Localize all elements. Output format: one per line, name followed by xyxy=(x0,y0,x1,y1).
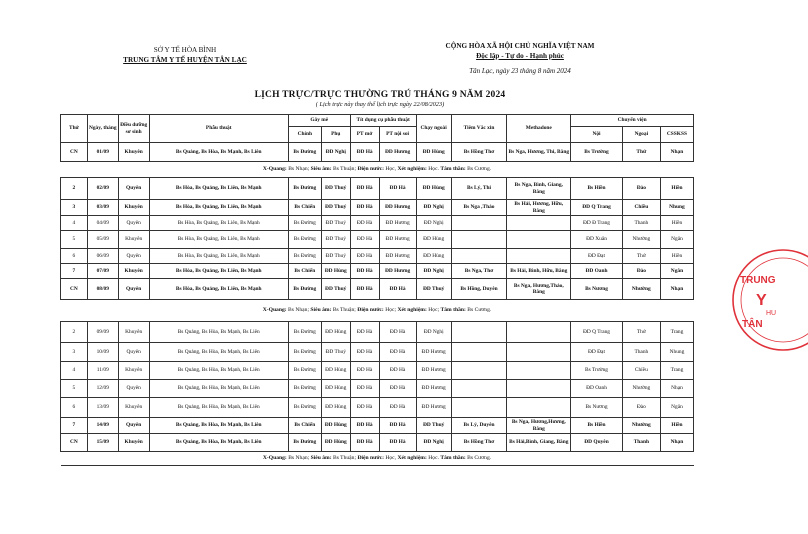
col-header-chay-ngoai: Chạy ngoài xyxy=(416,115,451,143)
cell-dieu-duong: Quyên xyxy=(118,343,149,362)
cell-thu: 6 xyxy=(61,249,88,264)
cell-tiem-vac-xin: Bs Hồng Thơ xyxy=(451,143,507,162)
cell-pt-noi-soi: ĐD Hương xyxy=(379,264,416,279)
cell-dieu-duong: Khuyên xyxy=(118,322,149,343)
note-label: Xét nghiệm: xyxy=(397,307,427,314)
table-row xyxy=(61,216,694,231)
cell-csskss: Nhung xyxy=(660,200,693,216)
stamp-outer-ring xyxy=(733,250,808,350)
cell-pt-mo: ĐD Hà xyxy=(350,200,379,216)
cell-chay-ngoai: ĐD Hùng xyxy=(416,249,451,264)
cell-chuyen-vien-ngoai: Thanh xyxy=(622,343,660,362)
table-row xyxy=(61,434,694,452)
cell-csskss: Trang xyxy=(660,322,693,343)
cell-tiem-vac-xin xyxy=(451,216,507,231)
org-line-2: TRUNG TÂM Y TẾ HUYỆN TÂN LẠC xyxy=(123,56,247,64)
nation-name: CỘNG HÒA XÃ HỘI CHỦ NGHĨA VIỆT NAM xyxy=(445,42,595,50)
note-label: Điện nước: xyxy=(357,307,384,314)
stamp-text-4: TÂN xyxy=(742,319,763,330)
cell-pt-noi-soi: ĐD Hà xyxy=(379,362,416,380)
cell-pt-mo: ĐD Hà xyxy=(350,279,379,300)
cell-gay-me-chinh: Bs Đường xyxy=(288,380,321,398)
cell-gay-me-phu: ĐD Hùng xyxy=(321,398,350,418)
cell-gay-me-chinh: Bs Đường xyxy=(288,434,321,452)
note-value: Bs Thuận; xyxy=(332,166,357,173)
cell-dieu-duong: Khuyên xyxy=(118,200,149,216)
cell-dieu-duong: Khuyên xyxy=(118,264,149,279)
cell-chay-ngoai: ĐD Thuý xyxy=(416,418,451,434)
cell-csskss: Hiền xyxy=(660,216,693,231)
cell-thu: 2 xyxy=(61,322,88,343)
col-header-ngoai: Ngoại xyxy=(622,127,660,143)
cell-chuyen-vien-ngoai: Thanh xyxy=(622,216,660,231)
cell-gay-me-phu: ĐD Hùng xyxy=(321,362,350,380)
cell-methadone xyxy=(507,249,571,264)
cell-pt-noi-soi: ĐD Hương xyxy=(379,200,416,216)
cell-ngay: 01/09 xyxy=(87,143,118,162)
cell-tiem-vac-xin: Bs Nga, Thơ xyxy=(451,264,507,279)
cell-chuyen-vien-noi: Bs Trường xyxy=(571,143,623,162)
cell-csskss: Hiền xyxy=(660,418,693,434)
table-row xyxy=(61,264,694,279)
cell-chuyen-vien-noi: ĐD Quyên xyxy=(571,434,623,452)
table-row xyxy=(61,279,694,300)
table-row xyxy=(61,362,694,380)
cell-dieu-duong: Khuyên xyxy=(118,362,149,380)
cell-pt-noi-soi: ĐD Hương xyxy=(379,249,416,264)
cell-methadone xyxy=(507,380,571,398)
cell-gay-me-chinh: Bs Chiến xyxy=(288,264,321,279)
cell-thu: 3 xyxy=(61,200,88,216)
cell-gay-me-phu: ĐD Hùng xyxy=(321,434,350,452)
cell-thu: 7 xyxy=(61,418,88,434)
cell-dieu-duong: Quyên xyxy=(118,380,149,398)
cell-pt-mo: ĐD Hà xyxy=(350,143,379,162)
motto: Độc lập - Tự do - Hạnh phúc xyxy=(476,52,564,60)
cell-phau-thuat: Bs Hòa, Bs Quảng, Bs Liên, Bs Mạnh xyxy=(149,216,288,231)
table-row xyxy=(61,231,694,249)
duty-notes xyxy=(61,300,694,322)
note-label: Xét nghiệm: xyxy=(397,166,427,173)
note-value: Bs Thuận; xyxy=(332,455,357,462)
cell-chuyen-vien-ngoai: Thứ xyxy=(622,143,660,162)
cell-gay-me-phu: ĐD Hùng xyxy=(321,380,350,398)
cell-dieu-duong: Khuyên xyxy=(118,434,149,452)
cell-gay-me-chinh: Bs Chiến xyxy=(288,200,321,216)
cell-phau-thuat: Bs Quảng, Bs Hòa, Bs Mạnh, Bs Liên xyxy=(149,380,288,398)
note-label: Điện nước: xyxy=(357,166,384,173)
page-subtitle: ( Lịch trực này thay thế lịch trực ngày 22/08/2023) xyxy=(315,101,445,108)
table-row xyxy=(61,343,694,362)
cell-gay-me-chinh: Bs Đường xyxy=(288,362,321,380)
table-row xyxy=(61,322,694,343)
cell-pt-noi-soi: ĐD Hà xyxy=(379,178,416,200)
cell-methadone xyxy=(507,362,571,380)
col-header-tiet-an: Tít dụng cụ phẫu thuật xyxy=(350,115,416,127)
table-row xyxy=(61,178,694,200)
note-label: Tâm thần: xyxy=(440,166,466,173)
table-row xyxy=(61,143,694,162)
cell-pt-noi-soi: ĐD Hà xyxy=(379,322,416,343)
cell-ngay: 08/09 xyxy=(87,279,118,300)
cell-methadone: Bs Nga, Hương, Thi, Bằng xyxy=(507,143,571,162)
cell-ngay: 13/09 xyxy=(87,398,118,418)
issue-date: Tân Lạc, ngày 23 tháng 8 năm 2024 xyxy=(469,67,571,75)
col-header-phu: Phụ xyxy=(321,127,350,143)
note-value: Bs Nhạn; xyxy=(288,455,310,462)
note-value: Bs Cương. xyxy=(467,166,492,173)
cell-chuyen-vien-ngoai: Đào xyxy=(622,264,660,279)
table-row xyxy=(61,398,694,418)
cell-ngay: 04/09 xyxy=(87,216,118,231)
cell-phau-thuat: Bs Quảng, Bs Hòa, Bs Mạnh, Bs Liên xyxy=(149,322,288,343)
cell-ngay: 05/09 xyxy=(87,231,118,249)
page-title: LỊCH TRỰC/TRỰC THƯỜNG TRÚ THÁNG 9 NĂM 2024 xyxy=(254,90,506,100)
note-label: Siêu âm: xyxy=(310,455,332,462)
table-row xyxy=(61,249,694,264)
cell-chuyen-vien-noi: ĐD Xuân xyxy=(571,231,623,249)
cell-methadone: Bs Hải,Bình, Giang, Bằng xyxy=(507,434,571,452)
cell-pt-mo: ĐD Hà xyxy=(350,343,379,362)
cell-pt-mo: ĐD Hà xyxy=(350,322,379,343)
cell-ngay: 06/09 xyxy=(87,249,118,264)
cell-csskss: Ngân xyxy=(660,264,693,279)
cell-tiem-vac-xin xyxy=(451,343,507,362)
cell-csskss: Hiền xyxy=(660,249,693,264)
organization-header xyxy=(100,45,270,65)
cell-methadone xyxy=(507,216,571,231)
cell-gay-me-phu: ĐD Thuý xyxy=(321,178,350,200)
note-label: X-Quang: xyxy=(262,166,287,173)
stamp-text-2: Y xyxy=(756,292,767,309)
notes-row xyxy=(61,162,694,178)
note-label: Điện nước: xyxy=(357,455,384,462)
cell-pt-noi-soi: ĐD Hà xyxy=(379,434,416,452)
cell-phau-thuat: Bs Quảng, Bs Hòa, Bs Mạnh, Bs Liên xyxy=(149,434,288,452)
cell-methadone: Bs Nga, Hương,Thảo, Bằng xyxy=(507,279,571,300)
cell-thu: 5 xyxy=(61,231,88,249)
cell-chuyen-vien-ngoai: Thứ xyxy=(622,249,660,264)
cell-chuyen-vien-ngoai: Chiều xyxy=(622,200,660,216)
cell-pt-mo: ĐD Hà xyxy=(350,264,379,279)
cell-gay-me-phu: ĐD Thuý xyxy=(321,279,350,300)
cell-csskss: Nhạn xyxy=(660,434,693,452)
duty-notes xyxy=(61,452,694,466)
cell-tiem-vac-xin xyxy=(451,398,507,418)
cell-pt-mo: ĐD Hà xyxy=(350,398,379,418)
cell-chay-ngoai: ĐD Nghị xyxy=(416,264,451,279)
note-value: Bs Thuận; xyxy=(332,307,356,314)
cell-chay-ngoai: ĐD Nghị xyxy=(416,434,451,452)
cell-ngay: 09/09 xyxy=(87,322,118,343)
cell-chuyen-vien-noi: ĐD Đ Trang xyxy=(571,216,623,231)
cell-gay-me-chinh: Bs Đường xyxy=(288,249,321,264)
note-label: Tâm thần: xyxy=(440,455,466,462)
cell-gay-me-phu: ĐD Nghị xyxy=(321,143,350,162)
cell-pt-mo: ĐD Hà xyxy=(350,249,379,264)
cell-pt-noi-soi: ĐD Hương xyxy=(379,231,416,249)
cell-csskss: Ngân xyxy=(660,398,693,418)
cell-ngay: 03/09 xyxy=(87,200,118,216)
cell-csskss: Nhạn xyxy=(660,380,693,398)
cell-chuyen-vien-noi: Bs Trường xyxy=(571,362,623,380)
cell-gay-me-phu: ĐD Thuý xyxy=(321,249,350,264)
note-value: Bs Cương. xyxy=(467,455,492,462)
cell-chay-ngoai: ĐD Hương xyxy=(416,398,451,418)
cell-gay-me-chinh: Bs Chiến xyxy=(288,418,321,434)
cell-gay-me-chinh: Bs Đường xyxy=(288,231,321,249)
cell-pt-mo: ĐD Hà xyxy=(350,178,379,200)
cell-gay-me-phu: ĐD Thuý xyxy=(321,200,350,216)
cell-methadone xyxy=(507,343,571,362)
note-label: X-Quang: xyxy=(262,307,287,314)
note-value: Học; xyxy=(428,307,440,314)
cell-chuyen-vien-noi: Bs Nương xyxy=(571,279,623,300)
cell-chuyen-vien-noi: ĐD Đạt xyxy=(571,249,623,264)
cell-pt-noi-soi: ĐD Hà xyxy=(379,418,416,434)
note-value: Học, xyxy=(385,166,397,173)
col-header-gay-me: Gây mê xyxy=(288,115,350,127)
cell-thu: 5 xyxy=(61,380,88,398)
cell-gay-me-chinh: Bs Đường xyxy=(288,398,321,418)
cell-methadone xyxy=(507,322,571,343)
cell-thu: 6 xyxy=(61,398,88,418)
cell-chuyen-vien-noi: Bs Hiền xyxy=(571,418,623,434)
cell-chuyen-vien-ngoai: Nhường xyxy=(622,279,660,300)
col-header-ngay: Ngày, tháng xyxy=(87,115,118,143)
cell-chuyen-vien-ngoai: Nhường xyxy=(622,231,660,249)
notes-row xyxy=(61,452,694,466)
cell-dieu-duong: Quyên xyxy=(118,418,149,434)
cell-tiem-vac-xin: Bs Nga ,Thảo xyxy=(451,200,507,216)
col-header-pt-mo: PT mở xyxy=(350,127,379,143)
org-line-1: SỞ Y TẾ HÒA BÌNH xyxy=(153,46,217,54)
cell-dieu-duong: Quyên xyxy=(118,178,149,200)
cell-chuyen-vien-ngoai: Chiều xyxy=(622,362,660,380)
cell-thu: CN xyxy=(61,434,88,452)
cell-chuyen-vien-ngoai: Thanh xyxy=(622,434,660,452)
cell-dieu-duong: Khuyên xyxy=(118,398,149,418)
duty-notes xyxy=(61,162,694,178)
schedule-body xyxy=(61,143,694,466)
note-value: Học. xyxy=(428,455,439,462)
cell-chay-ngoai: ĐD Nghị xyxy=(416,200,451,216)
cell-phau-thuat: Bs Quảng, Bs Hòa, Bs Mạnh, Bs Liên xyxy=(149,418,288,434)
cell-gay-me-phu: ĐD Hùng xyxy=(321,264,350,279)
cell-csskss: Trang xyxy=(660,362,693,380)
cell-thu: CN xyxy=(61,143,88,162)
col-header-chuyen-vien: Chuyển viện xyxy=(571,115,694,127)
cell-chuyen-vien-noi: ĐD Đạt xyxy=(571,343,623,362)
cell-phau-thuat: Bs Hòa, Bs Quảng, Bs Liên, Bs Mạnh xyxy=(149,178,288,200)
cell-methadone: Bs Hải, Hương, Hữu, Bằng xyxy=(507,200,571,216)
cell-chay-ngoai: ĐD Hương xyxy=(416,343,451,362)
cell-chay-ngoai: ĐD Thuý xyxy=(416,279,451,300)
cell-pt-noi-soi: ĐD Hương xyxy=(379,216,416,231)
stamp-text-1: TRUNG xyxy=(740,275,776,286)
note-label: Tâm thần: xyxy=(440,307,466,314)
cell-chuyen-vien-ngoai: Đào xyxy=(622,398,660,418)
cell-gay-me-phu: ĐD Thuý xyxy=(321,216,350,231)
cell-thu: 2 xyxy=(61,178,88,200)
cell-chuyen-vien-ngoai: Nhường xyxy=(622,418,660,434)
note-value: Học; xyxy=(385,307,397,314)
cell-pt-noi-soi: ĐD Hương xyxy=(379,143,416,162)
cell-dieu-duong: Quyên xyxy=(118,216,149,231)
national-header xyxy=(430,41,610,61)
col-header-phau-thuat: Phẫu thuật xyxy=(149,115,288,143)
cell-tiem-vac-xin xyxy=(451,249,507,264)
cell-pt-noi-soi: ĐD Hà xyxy=(379,380,416,398)
cell-thu: 4 xyxy=(61,216,88,231)
note-label: Xét nghiệm: xyxy=(397,455,427,462)
col-header-dieu-duong: Điều dưỡng sơ sinh xyxy=(118,115,149,143)
cell-phau-thuat: Bs Hòa, Bs Quảng, Bs Liên, Bs Mạnh xyxy=(149,279,288,300)
cell-phau-thuat: Bs Hòa, Bs Quảng, Bs Liên, Bs Mạnh xyxy=(149,231,288,249)
cell-tiem-vac-xin xyxy=(451,362,507,380)
cell-gay-me-chinh: Bs Đường xyxy=(288,143,321,162)
cell-phau-thuat: Bs Quảng, Bs Hòa, Bs Mạnh, Bs Liên xyxy=(149,398,288,418)
cell-thu: 7 xyxy=(61,264,88,279)
duty-schedule-table xyxy=(60,114,694,466)
cell-gay-me-phu: ĐD Hùng xyxy=(321,418,350,434)
cell-pt-mo: ĐD Hà xyxy=(350,231,379,249)
cell-methadone: Bs Hải, Bình, Hữu, Bằng xyxy=(507,264,571,279)
cell-methadone: Bs Nga, Hương,Hương, Bằng xyxy=(507,418,571,434)
cell-chuyen-vien-ngoai: Thứ xyxy=(622,322,660,343)
col-header-chinh: Chính xyxy=(288,127,321,143)
cell-pt-noi-soi: ĐD Hà xyxy=(379,398,416,418)
note-value: Bs Cương. xyxy=(467,307,492,314)
cell-dieu-duong: Khuyên xyxy=(118,231,149,249)
cell-gay-me-chinh: Bs Đường xyxy=(288,279,321,300)
cell-chuyen-vien-noi: Bs Nương xyxy=(571,398,623,418)
cell-tiem-vac-xin: Bs Hồng, Duyên xyxy=(451,279,507,300)
cell-dieu-duong: Quyên xyxy=(118,249,149,264)
cell-tiem-vac-xin xyxy=(451,380,507,398)
cell-chay-ngoai: ĐD Hương xyxy=(416,380,451,398)
cell-phau-thuat: Bs Hòa, Bs Quảng, Bs Liên, Bs Mạnh xyxy=(149,200,288,216)
notes-row xyxy=(61,300,694,322)
note-value: Bs Nhạn; xyxy=(288,166,310,173)
cell-tiem-vac-xin: Bs Hồng Thơ xyxy=(451,434,507,452)
table-row xyxy=(61,200,694,216)
col-header-tiem-vac-xin: Tiêm Vắc xin xyxy=(451,115,507,143)
cell-gay-me-chinh: Bs Đường xyxy=(288,322,321,343)
cell-thu: 4 xyxy=(61,362,88,380)
col-header-methadone: Methadone xyxy=(507,115,571,143)
cell-chay-ngoai: ĐD Hùng xyxy=(416,143,451,162)
cell-chuyen-vien-ngoai: Đào xyxy=(622,178,660,200)
cell-pt-mo: ĐD Hà xyxy=(350,380,379,398)
note-value: Bs Nhạn; xyxy=(288,307,310,314)
cell-chay-ngoai: ĐD Hùng xyxy=(416,178,451,200)
cell-phau-thuat: Bs Hòa, Bs Quảng, Bs Liên, Bs Mạnh xyxy=(149,264,288,279)
col-header-csskss: CSSKSS xyxy=(660,127,693,143)
cell-tiem-vac-xin xyxy=(451,231,507,249)
cell-pt-mo: ĐD Hà xyxy=(350,418,379,434)
cell-tiem-vac-xin xyxy=(451,322,507,343)
cell-chay-ngoai: ĐD Nghị xyxy=(416,216,451,231)
cell-chuyen-vien-noi: ĐD Oanh xyxy=(571,264,623,279)
cell-pt-noi-soi: ĐD Hà xyxy=(379,343,416,362)
cell-csskss: Nhạn xyxy=(660,143,693,162)
cell-pt-mo: ĐD Hà xyxy=(350,216,379,231)
cell-ngay: 15/09 xyxy=(87,434,118,452)
cell-phau-thuat: Bs Hòa, Bs Quảng, Bs Liên, Bs Mạnh xyxy=(149,249,288,264)
official-seal-stamp xyxy=(728,245,808,355)
cell-chuyen-vien-ngoai: Nhường xyxy=(622,380,660,398)
cell-chay-ngoai: ĐD Nghị xyxy=(416,322,451,343)
cell-methadone xyxy=(507,231,571,249)
cell-chuyen-vien-noi: ĐD Q Trang xyxy=(571,322,623,343)
note-label: Siêu âm: xyxy=(310,166,332,173)
cell-gay-me-chinh: Bs Đường xyxy=(288,216,321,231)
cell-ngay: 10/09 xyxy=(87,343,118,362)
cell-phau-thuat: Bs Quảng, Bs Hòa, Bs Mạnh, Bs Liên xyxy=(149,343,288,362)
cell-tiem-vac-xin: Bs Lý, Duyên xyxy=(451,418,507,434)
cell-ngay: 11/09 xyxy=(87,362,118,380)
cell-chuyen-vien-noi: ĐD Q Trang xyxy=(571,200,623,216)
cell-methadone: Bs Nga, Bình, Giang, Bằng xyxy=(507,178,571,200)
note-value: Học, xyxy=(385,455,397,462)
cell-csskss: Nhung xyxy=(660,343,693,362)
cell-chay-ngoai: ĐD Hương xyxy=(416,362,451,380)
cell-thu: 3 xyxy=(61,343,88,362)
cell-chay-ngoai: ĐD Hùng xyxy=(416,231,451,249)
cell-pt-mo: ĐD Hà xyxy=(350,362,379,380)
cell-phau-thuat: Bs Quảng, Bs Hòa, Bs Mạnh, Bs Liên xyxy=(149,362,288,380)
note-label: X-Quang: xyxy=(262,455,287,462)
cell-ngay: 02/09 xyxy=(87,178,118,200)
cell-pt-mo: ĐD Hà xyxy=(350,434,379,452)
col-header-thu: Thứ xyxy=(61,115,88,143)
note-value: Học. xyxy=(428,166,439,173)
cell-csskss: Hiền xyxy=(660,178,693,200)
cell-csskss: Ngân xyxy=(660,231,693,249)
table-row xyxy=(61,380,694,398)
cell-ngay: 14/09 xyxy=(87,418,118,434)
note-label: Siêu âm: xyxy=(310,307,332,314)
cell-thu: CN xyxy=(61,279,88,300)
cell-pt-noi-soi: ĐD Hà xyxy=(379,279,416,300)
stamp-text-3: HU xyxy=(766,310,777,317)
cell-tiem-vac-xin: Bs Lý, Thi xyxy=(451,178,507,200)
cell-ngay: 12/09 xyxy=(87,380,118,398)
cell-phau-thuat: Bs Quảng, Bs Hòa, Bs Mạnh, Bs Liên xyxy=(149,143,288,162)
col-header-pt-noi-soi: PT nội soi xyxy=(379,127,416,143)
cell-dieu-duong: Quyên xyxy=(118,279,149,300)
cell-csskss: Nhạn xyxy=(660,279,693,300)
col-header-noi: Nội xyxy=(571,127,623,143)
cell-gay-me-chinh: Bs Đường xyxy=(288,178,321,200)
cell-chuyen-vien-noi: ĐD Oanh xyxy=(571,380,623,398)
table-row xyxy=(61,418,694,434)
cell-dieu-duong: Khuyên xyxy=(118,143,149,162)
cell-chuyen-vien-noi: Bs Hiền xyxy=(571,178,623,200)
cell-methadone xyxy=(507,398,571,418)
cell-gay-me-chinh: Bs Đường xyxy=(288,343,321,362)
cell-gay-me-phu: ĐD Thuý xyxy=(321,231,350,249)
cell-gay-me-phu: ĐD Thuý xyxy=(321,343,350,362)
cell-gay-me-phu: ĐD Hùng xyxy=(321,322,350,343)
cell-ngay: 07/09 xyxy=(87,264,118,279)
